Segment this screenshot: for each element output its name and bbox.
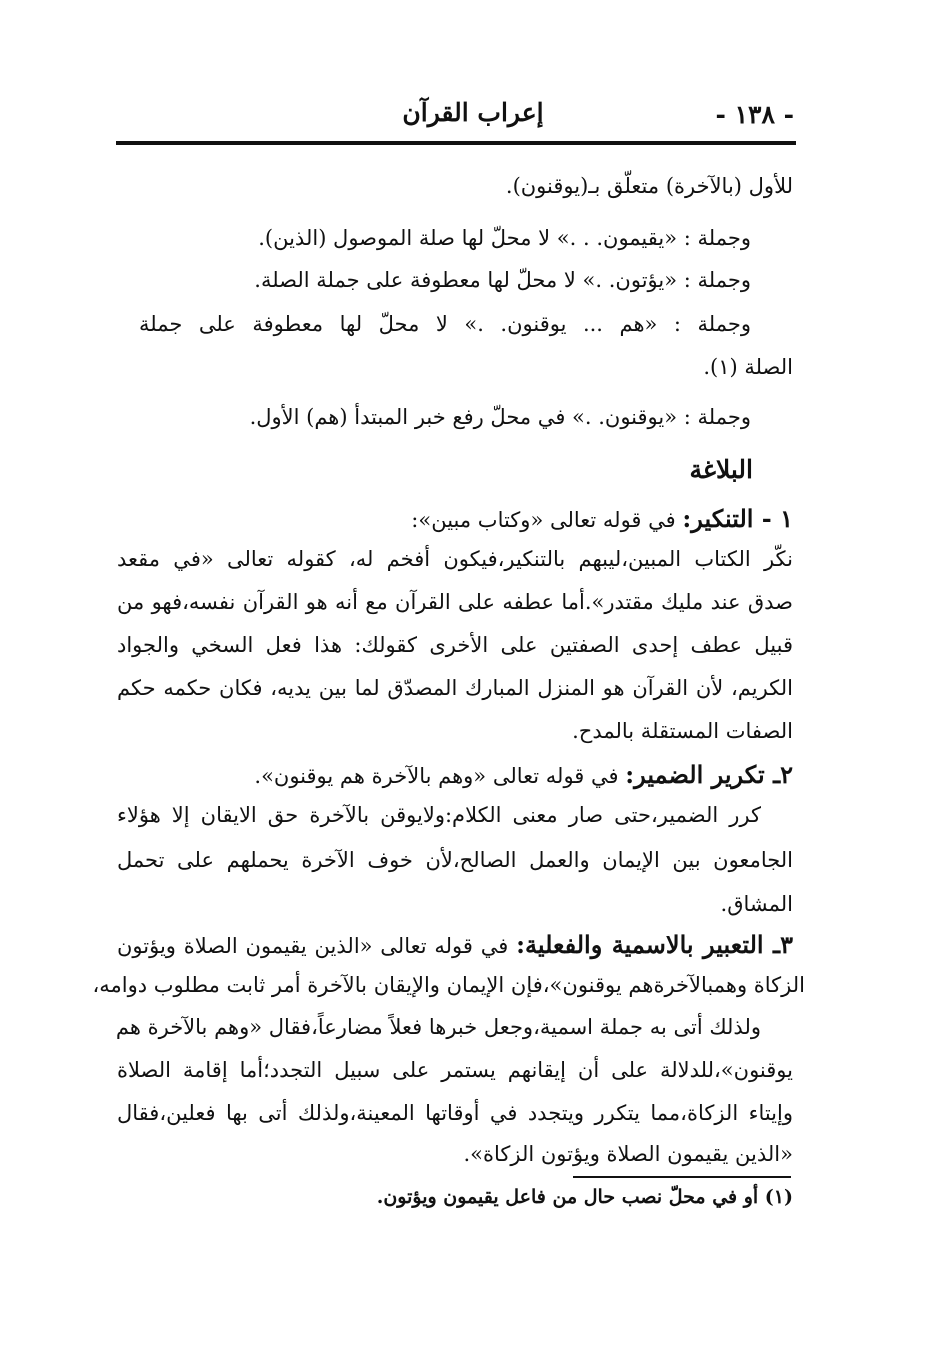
balagha-item-1-header xyxy=(411,504,793,533)
balagha-item-1-line-4: الكريم، لأن القرآن هو المنزل المبارك المصدّق لما بين يديه، فكان حكمه حكم xyxy=(117,676,793,700)
balagha-item-3-line-3: يوقنون»،للدلالة على أن إيقانهم يستمر على سبيل التجدد؛أما إقامة الصلاة xyxy=(117,1058,793,1082)
page-number: - ١٣٨ - xyxy=(715,100,794,129)
page-header xyxy=(118,96,794,136)
irab-sentence-3: وجملة : «هم ... يوقنون. .» لا محلّ لها معطوفة على جملة xyxy=(139,312,751,336)
footnote: (١) أو في محلّ نصب حال من فاعل يقيمون ويؤتون. xyxy=(376,1186,793,1208)
irab-sentence-4: وجملة : «يوقنون. .» في محلّ رفع خبر المبتدأ (هم) الأول. xyxy=(249,405,751,429)
book-title: إعراب القرآن xyxy=(402,98,544,127)
balagha-item-3-line-1: الزكاة وهمبالآخرةهم يوقنون»،فإن الإيمان والإيقان بالآخرة أمر ثابت مطلوب دوامه، xyxy=(92,973,805,997)
section-heading-balagha: البلاغة xyxy=(689,455,753,484)
balagha-item-1-line-2: صدق عند مليك مقتدر».أما عطفه على القرآن مع أنه هو القرآن نفسه،فهو من xyxy=(117,590,793,614)
irab-intro-line: للأول (بالآخرة) متعلّق بـ(يوقنون). xyxy=(505,174,793,198)
balagha-item-3-line-4: وإيتاء الزكاة،مما يتكرر ويتجدد في أوقاتها المعينة،ولذلك أتى بها فعلين،فقال xyxy=(117,1101,793,1125)
balagha-item-3-line-2: ولذلك أتى به جملة اسمية،وجعل خبرها فعلاً مضارعاً،فقال «وهم بالآخرة هم xyxy=(115,1015,761,1039)
balagha-item-2-header xyxy=(254,760,793,789)
balagha-item-3-title: ٣ـ التعبير بالاسمية والفعلية: xyxy=(516,930,793,959)
irab-sentence-2: وجملة : «يؤتون. .» لا محلّ لها معطوفة على جملة الصلة. xyxy=(254,268,751,292)
irab-sentence-3-continued: الصلة (١). xyxy=(703,355,793,379)
balagha-item-3-header xyxy=(117,930,793,959)
balagha-item-3-intro: في قوله تعالى «الذين يقيمون الصلاة ويؤتون xyxy=(117,934,509,958)
balagha-item-2-intro: في قوله تعالى «وهم بالآخرة هم يوقنون». xyxy=(254,764,619,788)
balagha-item-3-line-5: «الذين يقيمون الصلاة ويؤتون الزكاة». xyxy=(463,1142,793,1166)
balagha-item-1-intro: في قوله تعالى «وكتاب مبين»: xyxy=(411,508,676,532)
balagha-item-2-line-3: المشاق. xyxy=(720,892,793,916)
balagha-item-1-line-3: قبيل عطف إحدى الصفتين على الأخرى كقولك: هذا فعل السخي والجواد xyxy=(117,633,793,657)
balagha-item-1-title: ١ - التنكير: xyxy=(682,504,793,533)
balagha-item-1-line-5: الصفات المستقلة بالمدح. xyxy=(572,719,793,743)
balagha-item-1-line-1: نكّر الكتاب المبين،ليبهم بالتنكير،فيكون أفخم له، كقوله تعالى «في مقعد xyxy=(117,547,793,571)
footnote-rule xyxy=(573,1176,791,1178)
balagha-item-2-line-1: كرر الضمير،حتى صار معنى الكلام:ولايوقن بالآخرة حق الايقان إلا هؤلاء xyxy=(117,803,761,827)
balagha-item-2-title: ٢ـ تكرير الضمير: xyxy=(625,760,793,789)
header-rule xyxy=(116,141,796,145)
balagha-item-2-line-2: الجامعون بين الإيمان والعمل الصالح،لأن خوف الآخرة يحملهم على تحمل xyxy=(117,848,794,872)
irab-sentence-1: وجملة : «يقيمون. . .» لا محلّ لها صلة الموصول (الذين). xyxy=(258,226,751,250)
